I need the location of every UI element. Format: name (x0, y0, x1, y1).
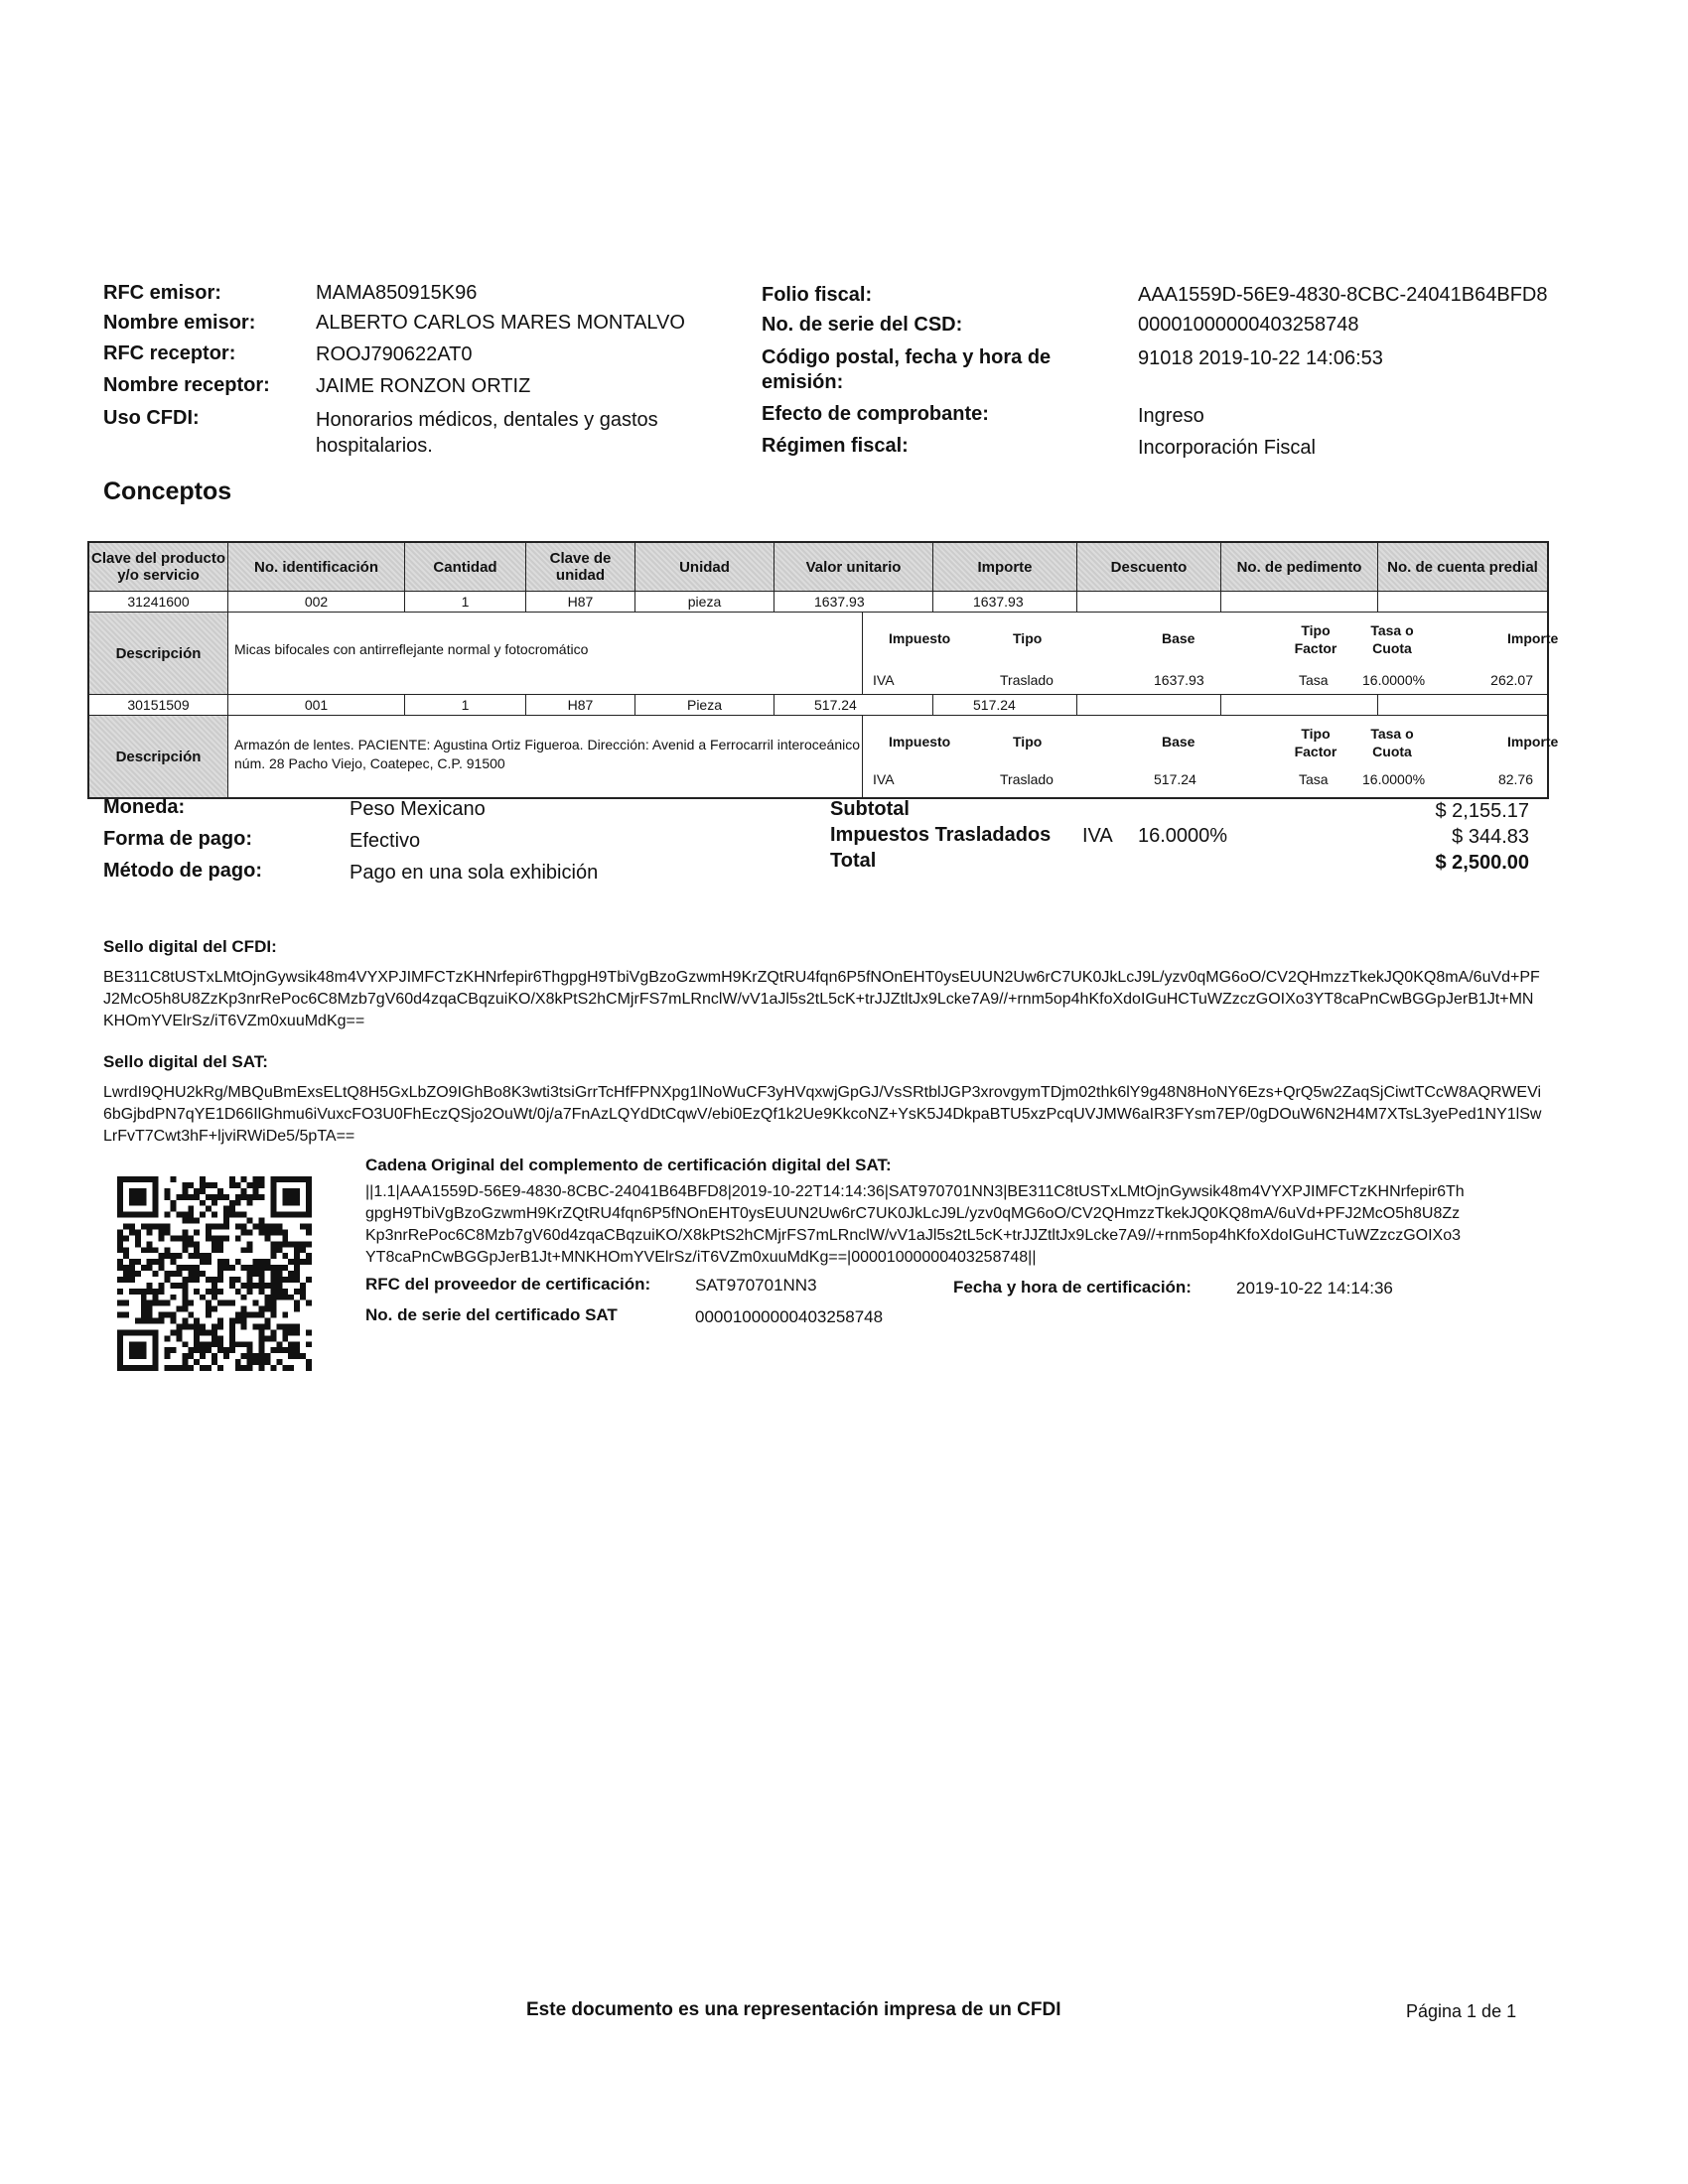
tax-importe: 82.76 (1497, 771, 1533, 787)
cp-fecha-value: 91018 2019-10-22 14:06:53 (1138, 347, 1383, 369)
description-row (89, 716, 1559, 797)
tax-importe: 262.07 (1490, 672, 1533, 688)
efecto-value: Ingreso (1138, 405, 1204, 427)
impuestos-value: $ 344.83 (1452, 826, 1529, 848)
tax-header-tipo-factor: Tipo Factor (1294, 726, 1337, 759)
serie-csd-label: No. de serie del CSD: (762, 314, 963, 336)
tax-tipo: Traslado (1000, 672, 1054, 688)
tax-header-importe: Importe (1507, 734, 1559, 750)
header-cantidad: Cantidad (405, 543, 526, 591)
tax-impuesto: IVA (873, 771, 895, 787)
descripcion-label: Descripción (89, 716, 228, 797)
tax-header-base: Base (1162, 734, 1196, 750)
total-value: $ 2,500.00 (1435, 852, 1529, 874)
tax-impuesto: IVA (873, 672, 895, 688)
table-header-row (89, 543, 1547, 592)
rfc-emisor-label: RFC emisor: (103, 282, 221, 304)
item-importe: 517.24 (933, 695, 1077, 715)
rfc-proveedor-label: RFC del proveedor de certificación: (365, 1275, 651, 1294)
sello-cfdi-label: Sello digital del CFDI: (103, 937, 277, 956)
item-valor-unitario: 1637.93 (774, 592, 933, 612)
fecha-certificacion-label: Fecha y hora de certificación: (953, 1278, 1192, 1297)
sello-cfdi-value: BE311C8tUSTxLMtOjnGywsik48m4VYXPJIMFCTzKHNrfepir6ThgpgH9TbiVgBzoGzwmH9KrZQtRU4fqn6P5fNOnEHT0ysEUUN2Uw6rC7UK0JkLcJ9L/yzv0qMG6oO/CV2QHmzzTkekJQ0KQ8mA/6uVd+PFJ2McO5h8U8ZzKp3nrRePoc6C8Mzb7gV60d4zqaCBqzuiKO/X8kPtS2hCMjrFS7mLRnclW/vV1aJl5s2tL5cK+trJJZtltJx9Lcke7A9//+rnm5op4hKfoXdoIGuHCTuWZzczGOIXo3YT8caPnCwBGGpJerB1Jt+MNKHOmYVElrSz/iT6VZm0xuuMdKg== (103, 969, 1540, 1029)
metodo-pago-label: Método de pago: (103, 860, 262, 882)
forma-pago-label: Forma de pago: (103, 828, 253, 850)
tax-base: 1637.93 (1154, 672, 1204, 688)
serie-sat-value: 00001000000403258748 (695, 1307, 884, 1326)
item-importe: 1637.93 (933, 592, 1077, 612)
subtotal-label: Subtotal (830, 798, 910, 820)
uso-cfdi-value-line2: hospitalarios. (316, 435, 433, 457)
item-pedimento (1221, 592, 1378, 612)
table-row (89, 695, 1547, 716)
item-unidad: Pieza (635, 695, 774, 715)
tax-header-tasa: Tasa o Cuota (1370, 726, 1414, 759)
cadena-original-label: Cadena Original del complemento de certificación digital del SAT: (365, 1156, 892, 1174)
tax-factor: Tasa (1299, 672, 1329, 688)
header-unidad: Unidad (635, 543, 774, 591)
header-no-cuenta-predial: No. de cuenta predial (1378, 543, 1547, 591)
item-no-id: 001 (228, 695, 405, 715)
descripcion-label: Descripción (89, 613, 228, 694)
serie-csd-value: 00001000000403258748 (1138, 314, 1359, 336)
header-valor-unitario: Valor unitario (774, 543, 933, 591)
moneda-label: Moneda: (103, 796, 186, 818)
header-no-identificacion: No. identificación (228, 543, 405, 591)
qr-modules (117, 1176, 312, 1371)
tax-header-base: Base (1162, 630, 1196, 646)
item-descuento (1077, 592, 1221, 612)
sello-sat-label: Sello digital del SAT: (103, 1052, 268, 1071)
iva-label: IVA (1082, 825, 1113, 847)
nombre-emisor-label: Nombre emisor: (103, 312, 256, 334)
impuestos-label: Impuestos Trasladados (830, 824, 1052, 846)
descripcion-text: Armazón de lentes. PACIENTE: Agustina Ortiz Figueroa. Dirección: Avenid a Ferrocarril interoceánico núm. 28 Pacho Viejo, Coatepec, C.P. 91500 (234, 737, 860, 771)
item-cantidad: 1 (405, 695, 526, 715)
tax-header-tipo-factor: Tipo Factor (1294, 622, 1337, 656)
item-valor-unitario: 517.24 (774, 695, 933, 715)
item-clave: 30151509 (89, 695, 228, 715)
iva-rate: 16.0000% (1138, 825, 1228, 847)
regimen-value: Incorporación Fiscal (1138, 437, 1316, 459)
sello-sat-value: LwrdI9QHU2kRg/MBQuBmExsELtQ8H5GxLbZO9IGhBo8K3wti3tsiGrrTcHfFPNXpg1lNoWuCF3yHVqxwjGpGJ/VsSRtblJGP3xrovgymTDjm02thk6lY9g48N8HoNY6Ezs+QrQ5w2ZaqSjCiwtTCcW8AQRWEVi6bGjbdPN7qYE1D66IlGhmu6iVuxcFO3U0FhEczQSjo2OuWt/0j/a7FnAzLQYdDtCqwV/ebi0EzQf1k2Ue9KkcoNZ+YsK5J4DkpaBTU5xzPcqUVJMW6aIR3FYsm7EP/0gDOuW6N2H4M7XTsL3yePed1NY1lSwLrFvT7Cwt3hF+ljviRWiDe5/5pTA== (103, 1084, 1542, 1145)
tax-tipo: Traslado (1000, 771, 1054, 787)
rfc-receptor-value: ROOJ790622AT0 (316, 343, 473, 365)
item-clave-unidad: H87 (526, 592, 635, 612)
tax-tasa: 16.0000% (1362, 771, 1426, 787)
conceptos-table (87, 541, 1559, 799)
tax-header-tipo: Tipo (1013, 630, 1043, 646)
forma-pago-value: Efectivo (350, 830, 421, 852)
uso-cfdi-label: Uso CFDI: (103, 407, 200, 429)
item-unidad: pieza (635, 592, 774, 612)
header-no-pedimento: No. de pedimento (1221, 543, 1378, 591)
header-clave: Clave del producto y/o servicio (89, 543, 228, 591)
nombre-receptor-label: Nombre receptor: (103, 374, 270, 396)
total-label: Total (830, 850, 877, 872)
item-no-id: 002 (228, 592, 405, 612)
item-cantidad: 1 (405, 592, 526, 612)
header-clave-unidad: Clave de unidad (526, 543, 635, 591)
fecha-certificacion-value: 2019-10-22 14:14:36 (1236, 1279, 1393, 1297)
folio-fiscal-label: Folio fiscal: (762, 284, 873, 306)
page-number: Página 1 de 1 (1406, 2001, 1517, 2021)
rfc-receptor-label: RFC receptor: (103, 342, 236, 364)
item-cuenta-predial (1378, 592, 1547, 612)
item-descuento (1077, 695, 1221, 715)
subtotal-value: $ 2,155.17 (1435, 800, 1529, 822)
cp-fecha-label-line1: Código postal, fecha y hora de (762, 346, 1052, 368)
serie-sat-label: No. de serie del certificado SAT (365, 1305, 618, 1324)
tax-header-tipo: Tipo (1013, 734, 1043, 750)
tax-header-tasa: Tasa o Cuota (1370, 622, 1414, 656)
nombre-receptor-value: JAIME RONZON ORTIZ (316, 375, 531, 397)
item-cuenta-predial (1378, 695, 1547, 715)
moneda-value: Peso Mexicano (350, 798, 486, 820)
item-pedimento (1221, 695, 1378, 715)
divider (862, 716, 863, 797)
cadena-original-value: ||1.1|AAA1559D-56E9-4830-8CBC-24041B64BFD8|2019-10-22T14:14:36|SAT970701NN3|BE311C8tUSTxLMtOjnGywsik48m4VYXPJIMFCTzKHNrfepir6ThgpgH9TbiVgBzoGzwmH9KrZQtRU4fqn6P5fNOnEHT0ysEUUN2Uw6rC7UK0JkLcJ9L/yzv0qMG6oO/CV2QHmzzTkekJQ0KQ8mA/6uVd+PFJ2McO5h8U8ZzKp3nrRePoc6C8Mzb7gV60d4zqaCBqzuiKO/X8kPtS2hCMjrFS7mLRnclW/vV1aJl5s2tL5cK+trJJZtltJx9Lcke7A9//+rnm5op4hKfoXdoIGuHCTuWZzczGOIXo3YT8caPnCwBGGpJerB1Jt+MNKHOmYVElrSz/iT6VZm0xuuMdKg==|00001000000403258748|| (365, 1183, 1465, 1266)
divider (862, 613, 863, 694)
metodo-pago-value: Pago en una sola exhibición (350, 862, 599, 884)
tax-tasa: 16.0000% (1362, 672, 1426, 688)
tax-base: 517.24 (1154, 771, 1196, 787)
rfc-emisor-value: MAMA850915K96 (316, 282, 478, 304)
item-clave: 31241600 (89, 592, 228, 612)
description-row (89, 613, 1559, 695)
qr-code (117, 1176, 312, 1371)
tax-header-impuesto: Impuesto (889, 734, 951, 750)
rfc-proveedor-value: SAT970701NN3 (695, 1276, 817, 1295)
cp-fecha-label-line2: emisión: (762, 371, 844, 393)
tax-header-impuesto: Impuesto (889, 630, 951, 646)
regimen-label: Régimen fiscal: (762, 435, 909, 457)
header-importe: Importe (933, 543, 1077, 591)
item-clave-unidad: H87 (526, 695, 635, 715)
efecto-label: Efecto de comprobante: (762, 403, 989, 425)
nombre-emisor-value: ALBERTO CARLOS MARES MONTALVO (316, 312, 685, 334)
folio-fiscal-value: AAA1559D-56E9-4830-8CBC-24041B64BFD8 (1138, 284, 1548, 306)
descripcion-text: Micas bifocales con antirreflejante normal y fotocromático (234, 641, 589, 657)
tax-factor: Tasa (1299, 771, 1329, 787)
footer-note: Este documento es una representación impresa de un CFDI (526, 1999, 1061, 2020)
tax-header-importe: Importe (1507, 630, 1559, 646)
uso-cfdi-value-line1: Honorarios médicos, dentales y gastos (316, 409, 658, 431)
table-row (89, 592, 1547, 613)
conceptos-title: Conceptos (103, 478, 232, 505)
header-descuento: Descuento (1077, 543, 1221, 591)
